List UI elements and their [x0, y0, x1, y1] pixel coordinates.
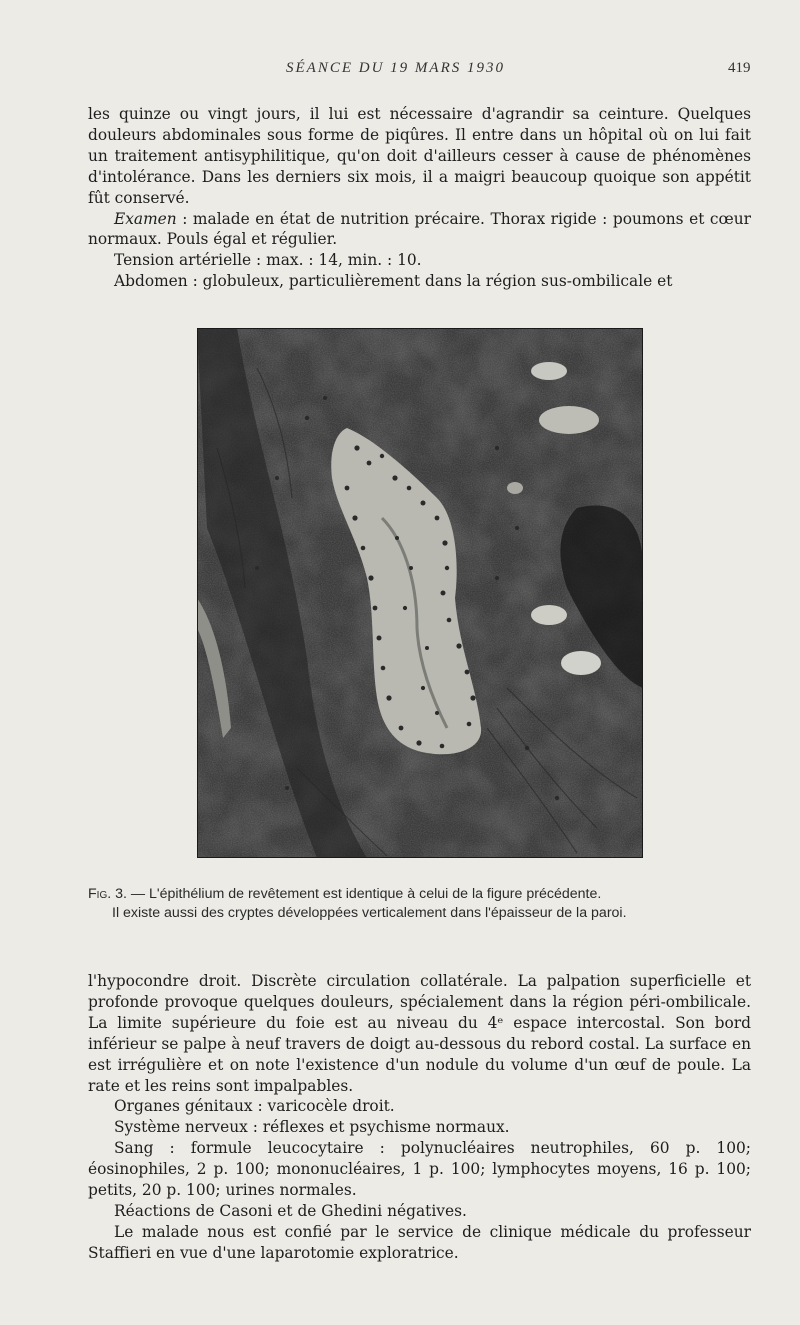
figure-label: Fig. 3.	[88, 886, 127, 902]
page-number: 419	[728, 60, 751, 76]
examen-text: : malade en état de nutrition précaire. Thorax rigide : poumons et cœur normaux. Pouls égal et régulier.	[88, 209, 751, 249]
micrograph-image	[197, 328, 643, 858]
bottom-text-block	[88, 971, 751, 1264]
caption-line-1: — L'épithélium de revêtement est identique à celui de la figure précédente.	[126, 886, 602, 902]
examen-label: Examen	[114, 209, 177, 228]
paragraph-abdomen-start: Abdomen : globuleux, particulièrement dans la région sus-ombilicale et	[114, 272, 673, 291]
paragraph-tension: Tension artérielle : max. : 14, min. : 10.	[114, 251, 422, 270]
paragraph-systeme-nerveux: Système nerveux : réflexes et psychisme normaux.	[114, 1118, 510, 1137]
paragraph-reactions: Réactions de Casoni et de Ghedini négatives.	[114, 1201, 467, 1220]
paragraph-history: les quinze ou vingt jours, il lui est nécessaire d'agrandir sa ceinture. Quelques douleurs abdominales sous forme de piqûres. Il entre dans un hôpital où on lui fait un traitement antisyphilitique, qu'on doit d'ailleurs cesser à cause de phénomènes d'intolérance. Dans les derniers six mois, il a maigri beaucoup quoique son appétit fût conservé.	[88, 105, 751, 207]
paragraph-examen	[88, 209, 751, 251]
caption-line-2: Il existe aussi des cryptes développées verticalement dans l'épaisseur de la paroi.	[112, 905, 627, 921]
running-title: SÉANCE DU 19 MARS 1930	[286, 60, 505, 76]
paragraph-conclusion: Le malade nous est confié par le service de clinique médicale du professeur Staffieri en vue d'une laparotomie exploratrice.	[88, 1222, 751, 1262]
paragraph-abdomen-continued: l'hypocondre droit. Discrète circulation collatérale. La palpation superficielle et profonde provoque quelques douleurs, spécialement dans la région péri-ombilicale. La limite supérieure du foie est au niveau du 4ᵉ espace intercostal. Son bord inférieur se palpe à neuf travers de doigt au-dessous du rebord costal. La surface en est irrégulière et on note l'existence d'un nodule du volume d'un œuf de poule. La rate et les reins sont impalpables.	[88, 972, 751, 1095]
figure-caption	[88, 885, 751, 923]
top-text-block	[88, 104, 751, 292]
histology-micrograph	[197, 328, 643, 858]
paragraph-sang: Sang : formule leucocytaire : polynucléaires neutrophiles, 60 p. 100; éosinophiles, 2 p. 100; mononucléaires, 1 p. 100; lymphocytes moyens, 16 p. 100; petits, 20 p. 100; urines normales.	[88, 1139, 751, 1200]
paragraph-organes: Organes génitaux : varicocèle droit.	[114, 1097, 395, 1116]
